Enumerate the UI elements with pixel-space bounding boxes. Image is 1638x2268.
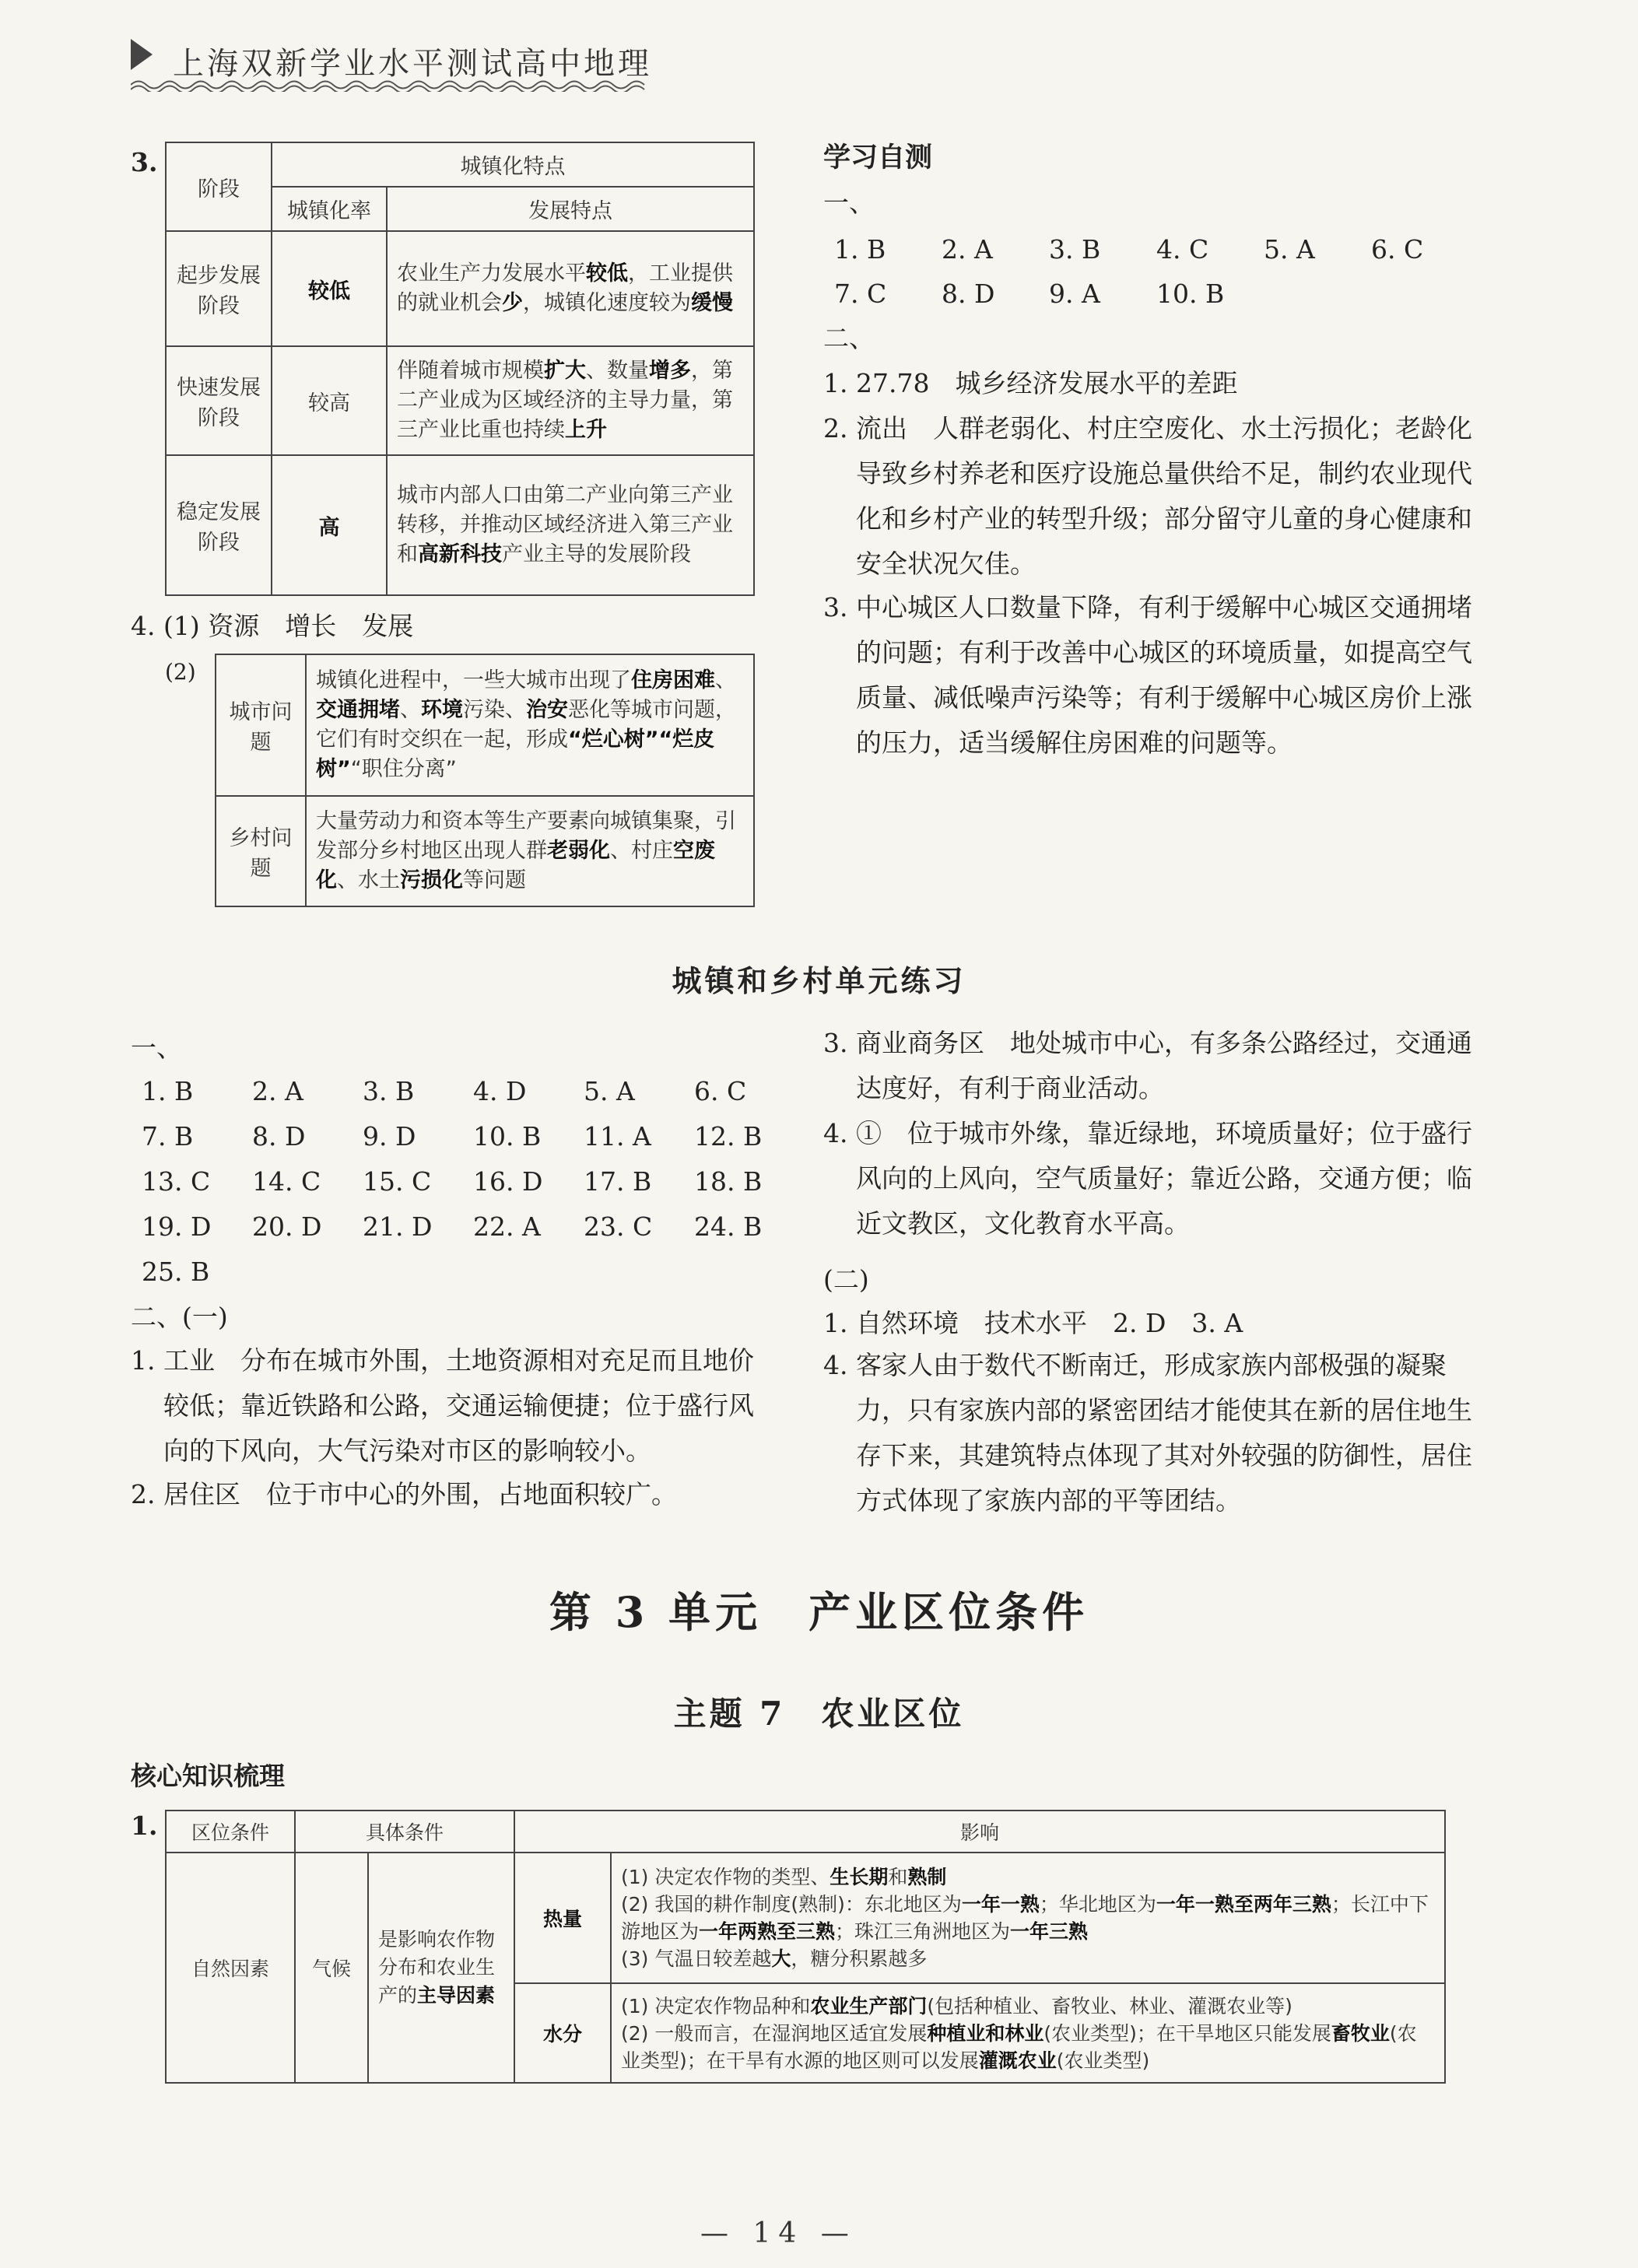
urbanization-stage-table (165, 142, 755, 596)
dev-desc: 农业生产力发展水平较低，工业提供的就业机会少，城镇化速度较为缓慢 (387, 231, 754, 346)
q3-label: 3. (131, 147, 158, 177)
urban-rural-problems-table (215, 654, 755, 907)
mc-row (142, 1211, 762, 1256)
table1-header-dev: 发展特点 (387, 187, 754, 231)
water-label: 水分 (542, 2023, 582, 2045)
answer: 6. C (1371, 234, 1424, 265)
answer: 4. C (1156, 234, 1209, 265)
unit-practice-right-3: 3. 商业商务区 地处城市中心，有多条公路经过，交通通达度好，有利于商业活动。 (823, 1028, 1472, 1103)
header-title: 上海双新学业水平测试高中地理 (173, 46, 652, 82)
answer: 14. C (252, 1166, 321, 1197)
answer: 20. D (252, 1211, 322, 1242)
stage-name: 起步发展阶段 (166, 231, 272, 346)
unit-practice-part1: 一、 (131, 1032, 182, 1063)
topic7-title: 主题 7 农业区位 (673, 1695, 965, 1733)
table3-header-impact: 影响 (514, 1811, 1445, 1853)
climate: 气候 (295, 1853, 368, 2083)
answer: 1. B (834, 234, 886, 265)
table-row (166, 455, 754, 595)
self-test-answer-2: 2. 流出 人群老弱化、村庄空废化、水土污损化；老龄化导致乡村养老和医疗设施总量供给不足，制约农业现代化和乡村产业的转型升级；部分留守儿童的身心健康和安全状况欠佳。 (823, 413, 1472, 579)
unit-practice-mc-grid (142, 1075, 762, 1301)
answer: 5. A (1264, 234, 1315, 265)
answer: 9. A (1049, 279, 1100, 309)
answer: 12. B (694, 1121, 763, 1152)
answer: 10. B (473, 1121, 542, 1152)
mc-row (142, 1120, 762, 1166)
self-test-part2: 二、 (823, 323, 875, 353)
agriculture-location-table (165, 1810, 1446, 2084)
rural-problem-text: 大量劳动力和资本等生产要素向城镇集聚，引发部分乡村地区出现人群老弱化、村庄空废化、水土污损化等问题 (306, 796, 754, 906)
unit-practice-right-4b: 4. 客家人由于数代不断南迁，形成家族内部极强的凝聚力，只有家族内部的紧密团结才能使其在新的居住地生存下来，其建筑特点体现了其对外较强的防御性，居住方式体现了家族内部的平等团结。 (823, 1350, 1472, 1516)
core-knowledge-title: 核心知识梳理 (131, 1761, 285, 1791)
answer: 11. A (584, 1121, 651, 1152)
answer: 16. D (473, 1166, 543, 1197)
self-test-part1: 一、 (823, 188, 875, 218)
self-test-mc-row (834, 233, 1423, 267)
unit3-title: 第 3 单元 产业区位条件 (549, 1587, 1089, 1637)
answer: 2. A (252, 1076, 303, 1106)
answer: 1. B (142, 1076, 194, 1106)
answer: 21. D (363, 1211, 433, 1242)
table1-header-stage: 阶段 (166, 142, 272, 231)
unit-practice-right-1: 1. 自然环境 技术水平 2. D 3. A (823, 1308, 1243, 1338)
dev-desc: 城市内部人口由第二产业向第三产业转移，并推动区域经济进入第三产业和高新科技产业主导的发展阶段 (387, 455, 754, 595)
answer: 22. A (473, 1211, 541, 1242)
answer: 17. B (584, 1166, 652, 1197)
city-problem-text: 城镇化进程中，一些大城市出现了住房困难、交通拥堵、环境污染、治安恶化等城市问题，它们有时交织在一起，形成“烂心树”“烂皮树”“职住分离” (306, 654, 754, 796)
self-test-answer-1: 1. 27.78 城乡经济发展水平的差距 (823, 368, 1238, 398)
answer: 2. A (942, 234, 993, 265)
table3-header-location: 区位条件 (166, 1811, 295, 1853)
self-test-title: 学习自测 (823, 142, 933, 174)
answer: 6. C (694, 1076, 747, 1106)
answer: 25. B (142, 1257, 210, 1287)
answer: 5. A (584, 1076, 635, 1106)
unit-practice-right-4: 4. ① 位于城市外缘，靠近绿地，环境质量好；位于盛行风向的上风向，空气质量好；靠近公路，交通方便；临近文教区，文化教育水平高。 (823, 1118, 1472, 1239)
mc-row (142, 1166, 762, 1211)
answer: 19. D (142, 1211, 212, 1242)
q4-part2-label: (2) (165, 659, 196, 685)
table-row (166, 231, 754, 346)
city-problem-label: 城市问题 (216, 654, 306, 796)
q1-label: 1. (131, 1811, 158, 1841)
answer: 7. B (142, 1121, 194, 1152)
heat-impact: (1) 决定农作物的类型、生长期和熟制 (2) 我国的耕作制度(熟制)：东北地区为一年一熟；华北地区为一年一熟至两年三熟；长江中下游地区为一年两熟至三熟；珠江三角洲地区为一年三熟 (3) 气温日较差越大，糖分积累越多 (611, 1853, 1445, 1983)
natural-factor: 自然因素 (166, 1853, 295, 2083)
dev-desc: 伴随着城市规模扩大、数量增多，第二产业成为区域经济的主导力量，第三产业比重也持续上升 (387, 346, 754, 455)
header-arrow-icon (131, 39, 153, 70)
table-row (166, 346, 754, 455)
answer: 24. B (694, 1211, 763, 1242)
answer: 3. B (363, 1076, 415, 1106)
answer: 4. D (473, 1076, 527, 1106)
unit-practice-right-part: (二) (823, 1264, 869, 1295)
mc-row (142, 1256, 762, 1301)
answer: 3. B (1049, 234, 1101, 265)
unit-practice-title: 城镇和乡村单元练习 (672, 963, 966, 998)
stage-name: 快速发展阶段 (166, 346, 272, 455)
page-number: — 14 — (700, 2217, 857, 2249)
answer: 23. C (584, 1211, 653, 1242)
answer: 7. C (834, 279, 887, 309)
self-test-mc-row (834, 278, 1224, 311)
answer: 8. D (252, 1121, 306, 1152)
self-test-answer-3: 3. 中心城区人口数量下降，有利于缓解中心城区交通拥堵的问题；有利于改善中心城区的环境质量，如提高空气质量、减低噪声污染等；有利于缓解中心城区房价上涨的压力，适当缓解住房困难的问题等。 (823, 592, 1472, 758)
water-impact: (1) 决定农作物品种和农业生产部门(包括种植业、畜牧业、林业、灌溉农业等) (2) 一般而言，在湿润地区适宜发展种植业和林业(农业类型)；在干旱地区只能发展畜牧业(农业类型)；在干旱有水源的地区则可以发展灌溉农业(农业类型) (611, 1983, 1445, 2083)
table1-header-features: 城镇化特点 (272, 142, 754, 187)
answer: 10. B (1156, 279, 1225, 309)
table1-header-rate: 城镇化率 (272, 187, 387, 231)
stage-name: 稳定发展阶段 (166, 455, 272, 595)
answer: 9. D (363, 1121, 416, 1152)
climate-desc: 是影响农作物分布和农业生产的主导因素 (368, 1853, 514, 2083)
header-wave-divider (131, 78, 652, 92)
answer: 15. C (363, 1166, 432, 1197)
answer: 18. B (694, 1166, 763, 1197)
rural-problem-label: 乡村问题 (216, 796, 306, 906)
answer: 13. C (142, 1166, 211, 1197)
unit-practice-left-2: 2. 居住区 位于市中心的外围，占地面积较广。 (131, 1479, 677, 1509)
table3-header-conditions: 具体条件 (295, 1811, 514, 1853)
rate-value: 较高 (272, 346, 387, 455)
q4-part1: 4. (1) 资源 增长 发展 (131, 611, 414, 641)
answer: 8. D (942, 279, 995, 309)
rate-value: 高 (318, 515, 340, 540)
unit-practice-left-1: 1. 工业 分布在城市外围，土地资源相对充足而且地价较低；靠近铁路和公路，交通运输便捷；位于盛行风向的下风向，大气污染对市区的影响较小。 (131, 1345, 754, 1466)
rate-value: 较低 (308, 279, 350, 303)
heat-label: 热量 (542, 1908, 582, 1930)
unit-practice-part2: 二、(一) (131, 1302, 228, 1332)
mc-row (142, 1075, 762, 1120)
